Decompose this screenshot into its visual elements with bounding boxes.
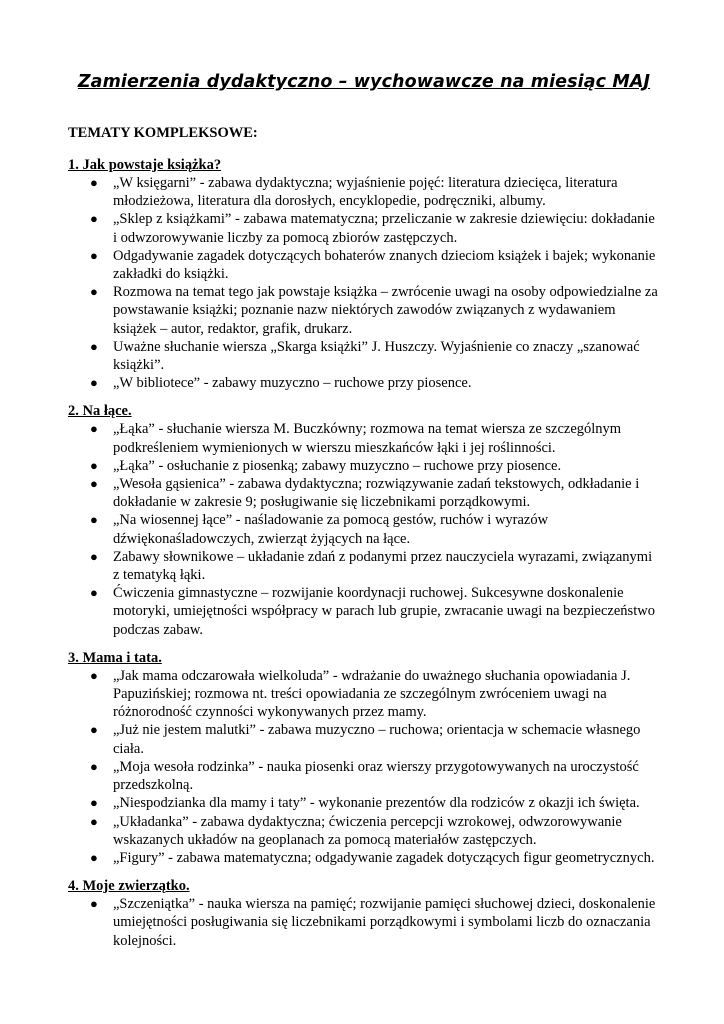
- list-item-text: Uważne słuchanie wiersza „Skarga książki” J. Huszczy. Wyjaśnienie co znaczy „szanować książki”.: [113, 338, 640, 374]
- bullet-icon: ●: [90, 284, 98, 300]
- list-item-text: „Sklep z książkami” - zabawa matematyczna; przeliczanie w zakresie dziewięciu: dokładanie i odwzorowywanie liczby za pomocą zbiorów zastępczych.: [113, 211, 655, 246]
- list-item: [90, 338, 660, 374]
- list-item: [90, 374, 660, 392]
- bullet-list: [68, 667, 660, 867]
- bullet-icon: ●: [90, 795, 98, 811]
- bullet-icon: ●: [90, 338, 98, 354]
- sections-container: [68, 156, 660, 950]
- list-item: [90, 895, 660, 950]
- list-item-text: „W księgarni” - zabawa dydaktyczna; wyjaśnienie pojęć: literatura dziecięca, literatura młodzieżowa, literatura dla dorosłych, encyklopedie, podręczniki, albumy.: [113, 175, 618, 210]
- list-item-text: „Figury” - zabawa matematyczna; odgadywanie zagadek dotyczących figur geometrycznych.: [113, 849, 655, 866]
- list-item: [90, 584, 660, 639]
- bullet-icon: ●: [90, 476, 98, 492]
- section: [68, 402, 660, 638]
- list-item: [90, 511, 660, 547]
- list-item-text: „Na wiosennej łące” - naśladowanie za pomocą gestów, ruchów i wyrazów dźwiękonaśladowczych, zwierząt żyjących na łące.: [113, 512, 549, 547]
- list-item-text: Ćwiczenia gimnastyczne – rozwijanie koordynacji ruchowej. Sukcesywne doskonalenie motoryki, umiejętności współpracy w parach lub grupie, zwracanie uwagi na bezpieczeństwo podczas zabaw.: [113, 585, 655, 638]
- list-item: [90, 420, 660, 456]
- bullet-list: [68, 174, 660, 392]
- list-item-text: „W bibliotece” - zabawy muzyczno – ruchowe przy piosence.: [113, 375, 472, 392]
- list-item-text: „Układanka” - zabawa dydaktyczna; ćwiczenia percepcji wzrokowej, odwzorowywanie wskazanych układów na geoplanach za pomocą materiałów zastępczych.: [113, 813, 622, 848]
- bullet-icon: ●: [90, 512, 98, 528]
- list-item: [90, 849, 660, 867]
- document-title: Zamierzenia dydaktyczno – wychowawcze na miesiąc MAJ: [77, 72, 651, 92]
- bullet-icon: ●: [90, 585, 98, 601]
- bullet-icon: ●: [90, 457, 98, 473]
- list-item: [90, 758, 660, 794]
- section: [68, 156, 660, 392]
- section: [68, 649, 660, 867]
- section: [68, 877, 660, 950]
- list-item-text: „Szczeniątka” - nauka wiersza na pamięć; rozwijanie pamięci słuchowej dzieci, doskonalenie umiejętności posługiwania się liczebnikami porządkowymi i symbolami liczb do oznaczania kolejności.: [113, 896, 656, 949]
- list-item-text: „Jak mama odczarowała wielkoluda” - wdrażanie do uważnego słuchania opowiadania J. Papuzińskiej; rozmowa nt. treści opowiadania ze szczególnym zwróceniem uwagi na różnorodność czynności wykonywanych przez mamy.: [113, 667, 631, 721]
- list-item: [90, 721, 660, 757]
- bullet-icon: ●: [90, 849, 98, 865]
- bullet-icon: ●: [90, 175, 98, 190]
- list-item-text: „Wesoła gąsienica” - zabawa dydaktyczna; rozwiązywanie zadań tekstowych, odkładanie i dokładanie w zakresie 9; posługiwanie się liczebnikami porządkowymi.: [113, 476, 640, 511]
- bullet-list: [68, 895, 660, 950]
- list-item: [90, 283, 660, 338]
- bullet-icon: ●: [90, 375, 98, 391]
- list-item-text: „Już nie jestem malutki” - zabawa muzyczno – ruchowa; orientacja w schemacie własnego ciała.: [113, 722, 641, 757]
- list-item-text: „Łąka” - słuchanie wiersza M. Buczkówny; rozmowa na temat wiersza ze szczególnym podkreśleniem wymienionych w wierszu mieszkańców łąki i jej roślinności.: [113, 421, 622, 456]
- bullet-icon: ●: [90, 548, 98, 564]
- list-item-text: Rozmowa na temat tego jak powstaje książka – zwrócenie uwagi na osoby odpowiedzialne za powstawanie książki; poznanie nazw niektórych zawodów związanych z wydawaniem książek – autor, redaktor, grafik, drukarz.: [113, 284, 658, 337]
- bullet-icon: ●: [90, 722, 98, 738]
- list-item: [90, 794, 660, 812]
- section-heading: 1. Jak powstaje książka?: [68, 157, 222, 173]
- bullet-icon: ●: [90, 247, 98, 263]
- section-heading: 3. Mama i tata.: [68, 649, 162, 666]
- list-item: [90, 457, 660, 475]
- list-item-text: Odgadywanie zagadek dotyczących bohaterów znanych dzieciom książek i bajek; wykonanie zakładki do książki.: [113, 247, 656, 283]
- list-item-text: „Niespodzianka dla mamy i taty” - wykonanie prezentów dla rodziców z okazji ich święta.: [113, 795, 640, 812]
- list-item-text: „Moja wesoła rodzinka” - nauka piosenki oraz wierszy przygotowywanych na uroczystość przedszkolną.: [113, 758, 639, 794]
- list-item: [90, 667, 660, 722]
- section-heading: 2. Na łące.: [68, 403, 132, 420]
- bullet-icon: ●: [90, 813, 98, 829]
- list-item: [90, 247, 660, 283]
- list-item: [90, 210, 660, 246]
- bullet-icon: ●: [90, 758, 98, 774]
- list-item: [90, 813, 660, 849]
- bullet-icon: ●: [90, 211, 98, 227]
- list-item: [90, 174, 660, 210]
- bullet-icon: ●: [90, 421, 98, 437]
- list-item-text: „Łąka” - osłuchanie z piosenką; zabawy muzyczno – ruchowe przy piosence.: [113, 457, 562, 474]
- bullet-list: [68, 420, 660, 638]
- document-subtitle: TEMATY KOMPLEKSOWE:: [68, 125, 258, 141]
- list-item-text: Zabawy słownikowe – układanie zdań z podanymi przez nauczyciela wyrazami, związanymi z tematyką łąki.: [113, 548, 653, 584]
- list-item: [90, 475, 660, 511]
- section-heading: 4. Moje zwierzątko.: [68, 878, 190, 895]
- bullet-icon: ●: [90, 667, 98, 683]
- bullet-icon: ●: [90, 896, 98, 912]
- list-item: [90, 548, 660, 584]
